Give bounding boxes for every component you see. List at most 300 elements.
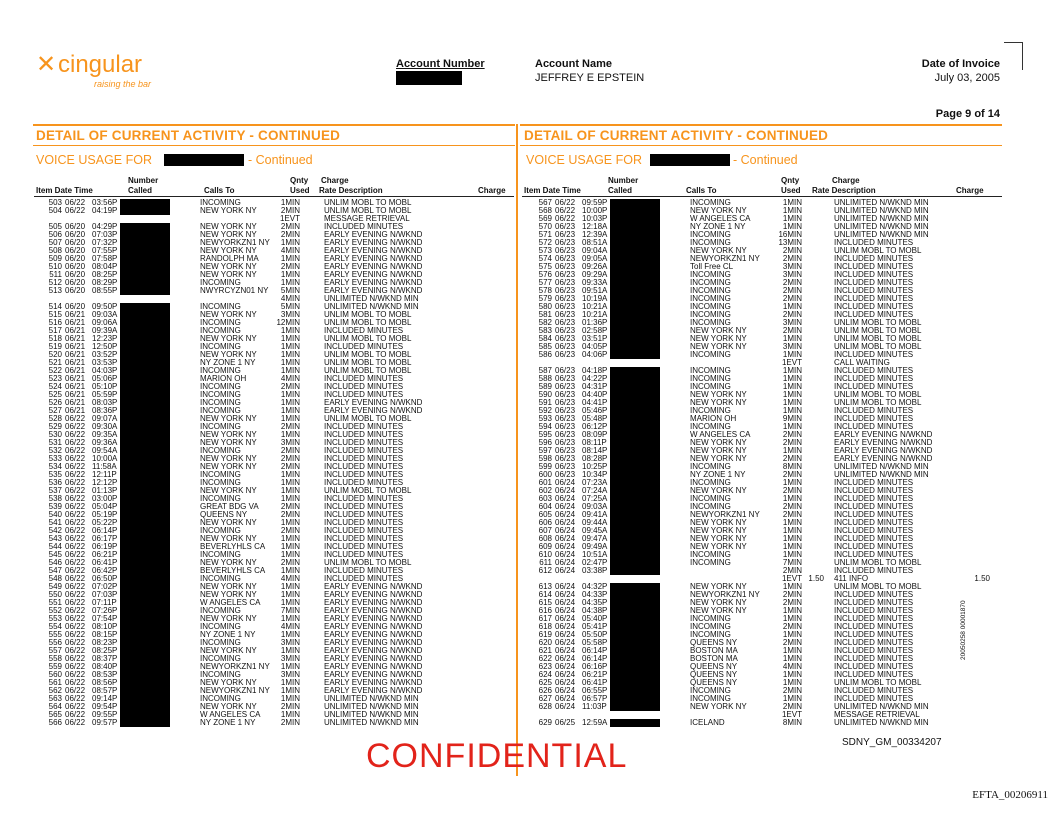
cell-called	[120, 687, 200, 695]
cell-rate	[304, 647, 316, 655]
cell-used: 2MIN	[782, 637, 802, 647]
cell-charge	[444, 695, 480, 703]
cell-description: INCLUDED MINUTES	[834, 605, 914, 615]
cell-used: 1EVT	[781, 573, 802, 583]
cell-charge	[444, 375, 480, 383]
cell-rate	[806, 303, 826, 311]
right-hdr-number: Number	[608, 176, 639, 185]
called-number-redaction	[610, 423, 660, 431]
cell-rate	[304, 295, 316, 303]
cell-date: 06/22	[65, 421, 86, 431]
called-number-redaction	[610, 591, 660, 599]
cell-date: 06/23	[555, 381, 576, 391]
cell-calls-to: INCOMING	[200, 397, 241, 407]
cell-description: INCLUDED MINUTES	[324, 325, 404, 335]
cell-called	[120, 519, 200, 527]
cell-description: INCLUDED MINUTES	[834, 421, 914, 431]
cell-date: 06/22	[65, 653, 86, 663]
cell-date: 06/23	[555, 429, 576, 439]
cell-called	[610, 527, 690, 535]
cell-rate	[806, 255, 826, 263]
cell-date: 06/23	[555, 405, 576, 415]
cell-time: 09:49A	[582, 541, 608, 551]
cell-called	[610, 223, 690, 231]
cell-charge	[444, 439, 480, 447]
cell-called	[610, 655, 690, 663]
cell-rate	[304, 391, 316, 399]
cell-item: 531	[48, 437, 62, 447]
cell-item: 606	[538, 517, 552, 527]
cell-item: 519	[48, 341, 62, 351]
cell-date: 06/23	[555, 469, 576, 479]
called-number-redaction	[120, 567, 170, 575]
cell-description: INCLUDED MINUTES	[834, 517, 914, 527]
called-number-redaction	[610, 639, 660, 647]
cell-date: 06/22	[555, 214, 576, 223]
cell-charge	[444, 599, 480, 607]
cell-used: 2MIN	[782, 453, 802, 463]
cell-rate	[806, 687, 826, 695]
cell-used: 1MIN	[782, 581, 802, 591]
cell-rate	[304, 607, 316, 615]
cell-charge	[954, 279, 990, 287]
called-number-redaction	[120, 415, 170, 423]
cell-called	[610, 687, 690, 695]
cell-called	[610, 271, 690, 279]
cell-item: 525	[48, 389, 62, 399]
date-of-invoice-value: July 03, 2005	[934, 72, 1000, 84]
cell-item: 540	[48, 509, 62, 519]
cell-calls-to: NEW YORK NY	[200, 206, 257, 215]
cell-charge	[954, 367, 990, 375]
column-divider	[516, 124, 518, 776]
cell-time: 07:54P	[92, 613, 118, 623]
cell-charge	[954, 415, 990, 423]
cell-date: 06/23	[555, 453, 576, 463]
called-number-redaction	[610, 415, 660, 423]
cell-time: 08:25P	[92, 645, 118, 655]
cell-charge	[954, 527, 990, 535]
cell-date: 06/24	[555, 653, 576, 663]
cell-date: 06/24	[555, 645, 576, 655]
cell-time: 08:29P	[92, 277, 118, 287]
cell-time: 09:03A	[582, 501, 608, 511]
cell-time: 05:58P	[582, 637, 608, 647]
called-number-redaction	[120, 287, 170, 295]
cell-time: 08:51A	[582, 238, 608, 247]
cell-time: 09:05A	[582, 254, 608, 263]
cell-charge	[954, 327, 990, 335]
cell-used: 1MIN	[280, 693, 300, 703]
cell-time: 02:58P	[582, 326, 608, 335]
cell-calls-to: NEW YORK NY	[200, 677, 257, 687]
cell-calls-to: INCOMING	[690, 621, 731, 631]
cell-time: 05:04P	[92, 501, 118, 511]
cell-date: 06/22	[65, 629, 86, 639]
cell-calls-to: NEW YORK NY	[200, 349, 257, 359]
cell-time: 12:18A	[582, 222, 608, 231]
cell-time: 04:05P	[582, 342, 608, 351]
cell-called	[120, 375, 200, 383]
cell-description: INCLUDED MINUTES	[834, 350, 914, 359]
cell-charge	[444, 287, 480, 295]
cell-rate	[304, 439, 316, 447]
cell-time: 11:58A	[92, 461, 117, 471]
cell-time: 04:18P	[582, 365, 608, 375]
cell-called	[120, 295, 200, 303]
cell-description: EARLY EVENING N/WKND	[324, 581, 423, 591]
cell-calls-to: W ANGELES CA	[200, 709, 261, 719]
cell-charge	[954, 487, 990, 495]
cell-item: 607	[538, 525, 552, 535]
cell-calls-to: NEW YORK NY	[690, 445, 747, 455]
cell-time: 07:58P	[92, 253, 118, 263]
cell-date: 06/21	[65, 317, 86, 327]
cell-item: 503	[48, 198, 62, 207]
cell-time: 12:50P	[92, 341, 118, 351]
cell-time: 08:36P	[92, 405, 118, 415]
page-number: Page 9 of 14	[935, 108, 1000, 120]
cell-used: 2MIN	[280, 701, 300, 711]
called-number-redaction	[120, 239, 170, 247]
cell-date: 06/21	[65, 405, 86, 415]
cell-charge	[954, 551, 990, 559]
cell-charge	[954, 455, 990, 463]
cell-rate	[806, 583, 826, 591]
cell-calls-to: NEW YORK NY	[690, 246, 747, 255]
cell-time: 04:06P	[582, 350, 608, 359]
cell-called	[610, 679, 690, 687]
cell-charge	[444, 415, 480, 423]
cell-called	[120, 367, 200, 375]
cell-time: 04:40P	[582, 389, 608, 399]
account-number-label: Account Number	[396, 58, 485, 70]
cell-time: 09:57P	[92, 717, 118, 727]
cell-date: 06/22	[65, 525, 86, 535]
cell-rate	[304, 231, 316, 239]
cell-used: 4MIN	[280, 245, 300, 255]
cell-called	[610, 695, 690, 703]
cell-used: 1MIN	[280, 349, 300, 359]
cell-description: INCLUDED MINUTES	[834, 278, 914, 287]
cell-charge	[444, 423, 480, 431]
cell-date: 06/23	[555, 246, 576, 255]
cell-called	[120, 247, 200, 255]
cell-time: 09:33A	[582, 278, 608, 287]
cell-used: 2MIN	[782, 437, 802, 447]
cell-item: 516	[48, 317, 62, 327]
cell-called	[120, 479, 200, 487]
cell-item: 543	[48, 533, 62, 543]
cell-time: 05:50P	[582, 629, 608, 639]
cell-charge	[444, 447, 480, 455]
cell-time: 09:30A	[92, 421, 118, 431]
call-row	[48, 207, 480, 215]
cell-rate	[304, 503, 316, 511]
cell-calls-to: INCOMING	[200, 605, 241, 615]
cell-rate	[806, 479, 826, 487]
cell-calls-to: INCOMING	[200, 493, 241, 503]
cell-calls-to: NEWYORKZN1 NY	[690, 254, 760, 263]
cell-charge	[444, 703, 480, 711]
cell-item: 615	[538, 597, 552, 607]
cell-date: 06/22	[65, 493, 86, 503]
cell-charge	[954, 687, 990, 695]
called-number-redaction	[610, 663, 660, 671]
cell-calls-to: INCOMING	[200, 445, 241, 455]
called-number-redaction	[120, 631, 170, 639]
cell-rate	[806, 223, 826, 231]
cell-calls-to: INCOMING	[690, 693, 731, 703]
cell-rate	[806, 247, 826, 255]
right-hdr-item-date-time: Item Date Time	[524, 186, 581, 195]
cell-description: INCLUDED MINUTES	[324, 517, 404, 527]
cell-description: INCLUDED MINUTES	[834, 525, 914, 535]
cell-used: 1MIN	[280, 709, 300, 719]
cell-charge	[954, 703, 990, 711]
cell-charge	[954, 231, 990, 239]
cell-used: 1MIN	[782, 541, 802, 551]
cell-item: 598	[538, 453, 552, 463]
cell-time: 12:23P	[92, 333, 118, 343]
cell-date: 06/23	[555, 421, 576, 431]
cell-calls-to: INCOMING	[200, 621, 241, 631]
cell-called	[610, 607, 690, 615]
cell-description: INCLUDED MINUTES	[834, 653, 914, 663]
called-number-redaction	[610, 471, 660, 479]
cell-item: 586	[538, 350, 552, 359]
cell-time: 06:41P	[92, 557, 118, 567]
cell-charge	[954, 319, 990, 327]
cell-date: 06/24	[555, 637, 576, 647]
cell-called	[120, 527, 200, 535]
cell-rate	[806, 215, 826, 223]
cell-called	[120, 543, 200, 551]
cell-charge	[444, 639, 480, 647]
cell-called	[120, 647, 200, 655]
cell-time: 09:26A	[582, 262, 608, 271]
cell-time: 06:41P	[582, 677, 608, 687]
cell-description: EARLY EVENING N/WKND	[324, 237, 423, 247]
cell-date: 06/23	[555, 445, 576, 455]
cell-rate	[304, 703, 316, 711]
cell-called	[610, 199, 690, 207]
cell-charge	[954, 263, 990, 271]
called-number-redaction	[610, 631, 660, 639]
cell-description: INCLUDED MINUTES	[834, 637, 914, 647]
called-number-redaction	[610, 703, 660, 711]
cell-charge	[954, 471, 990, 479]
cell-rate	[806, 415, 826, 423]
left-hdr-calls-to: Calls To	[204, 186, 235, 195]
cell-used: 1MIN	[280, 413, 300, 423]
cell-item: 591	[538, 397, 552, 407]
right-title-underline	[520, 145, 1002, 146]
left-hdr-called: Called	[128, 186, 153, 195]
cell-date: 06/22	[65, 461, 86, 471]
cell-charge	[954, 543, 990, 551]
called-number-redaction	[610, 463, 660, 471]
cell-charge	[954, 255, 990, 263]
cell-item: 544	[48, 541, 62, 551]
cell-rate	[304, 215, 316, 223]
cell-charge	[444, 671, 480, 679]
cell-time: 03:52P	[92, 349, 118, 359]
cell-calls-to: INCOMING	[690, 557, 731, 567]
cell-charge	[444, 391, 480, 399]
cell-time: 04:19P	[92, 206, 118, 215]
cell-used: 2MIN	[782, 509, 802, 519]
cell-date: 06/22	[65, 429, 86, 439]
cell-calls-to: QUEENS NY	[690, 661, 738, 671]
cell-rate	[806, 615, 826, 623]
cell-item: 529	[48, 421, 62, 431]
called-number-redaction	[120, 271, 170, 279]
cell-called	[610, 647, 690, 655]
called-number-redaction	[120, 439, 170, 447]
cell-time: 09:44A	[582, 517, 608, 527]
cell-rate	[304, 511, 316, 519]
cell-called	[610, 519, 690, 527]
cell-date: 06/22	[65, 693, 86, 703]
cell-used: 1MIN	[782, 613, 802, 623]
cell-used: 1MIN	[782, 302, 802, 311]
cell-rate	[806, 407, 826, 415]
cell-time: 07:03P	[92, 589, 118, 599]
cell-item: 560	[48, 669, 62, 679]
cell-item: 522	[48, 365, 62, 375]
cell-rate	[304, 599, 316, 607]
cell-time: 09:03A	[92, 309, 118, 319]
cell-called	[610, 447, 690, 455]
called-number-redaction	[610, 671, 660, 679]
cell-time: 10:21A	[582, 310, 608, 319]
cell-used: 2MIN	[782, 589, 802, 599]
cell-time: 08:11P	[582, 437, 607, 447]
cell-called	[120, 511, 200, 519]
cell-rate	[304, 591, 316, 599]
cell-called	[120, 255, 200, 263]
cell-time: 07:02P	[92, 581, 118, 591]
left-continued-label: - Continued	[248, 153, 313, 167]
cell-rate	[304, 431, 316, 439]
cell-time: 08:25P	[92, 269, 118, 279]
cell-calls-to: NEW YORK NY	[200, 589, 257, 599]
cell-time: 08:15P	[92, 629, 118, 639]
cell-called	[120, 567, 200, 575]
cell-date: 06/22	[65, 198, 86, 207]
cell-calls-to: INCOMING	[690, 373, 731, 383]
cell-rate	[806, 663, 826, 671]
cell-time: 09:51A	[582, 286, 608, 295]
cell-charge	[444, 543, 480, 551]
cell-charge	[954, 215, 990, 223]
right-section-rule	[520, 124, 1002, 126]
cell-charge	[444, 519, 480, 527]
cell-charge	[444, 663, 480, 671]
account-name-value: JEFFREY E EPSTEIN	[535, 72, 645, 84]
cell-date: 06/20	[65, 245, 86, 255]
cell-item: 604	[538, 501, 552, 511]
cell-time: 06:21P	[92, 549, 118, 559]
cell-description: UNLIM MOBL TO MOBL	[324, 365, 412, 375]
cell-called	[610, 479, 690, 487]
cell-item: 611	[539, 557, 552, 567]
cell-rate	[806, 623, 826, 631]
cell-time: 10:51A	[582, 549, 608, 559]
called-number-redaction	[610, 351, 660, 359]
cell-description: EARLY EVENING N/WKND	[834, 437, 933, 447]
right-hdr-used: Used	[781, 186, 801, 195]
cell-description: INCLUDED MINUTES	[324, 541, 404, 551]
cell-rate	[806, 271, 826, 279]
cell-time: 04:41P	[582, 397, 608, 407]
cell-date: 06/23	[555, 310, 576, 319]
cell-charge	[444, 263, 480, 271]
cell-date: 06/22	[65, 413, 86, 423]
cell-description: MESSAGE RETRIEVAL	[324, 214, 410, 223]
cell-calls-to: NEW YORK NY	[690, 581, 747, 591]
cell-item: 571	[538, 230, 552, 239]
cell-used: 1MIN	[782, 669, 802, 679]
called-number-redaction	[610, 439, 660, 447]
cell-rate	[806, 503, 826, 511]
cell-called	[120, 199, 200, 207]
cell-calls-to: NEW YORK NY	[690, 525, 747, 535]
cell-time: 12:39A	[582, 230, 608, 239]
cell-calls-to: INCOMING	[200, 341, 241, 351]
cell-calls-to: INCOMING	[690, 685, 731, 695]
cell-description: UNLIMITED N/WKND MIN	[834, 206, 929, 215]
cell-calls-to: INCOMING	[200, 389, 241, 399]
cell-called	[120, 263, 200, 271]
cell-description: UNLIM MOBL TO MOBL	[834, 318, 922, 327]
cell-charge	[444, 207, 480, 215]
cell-description: UNLIMITED N/WKND MIN	[324, 693, 419, 703]
cell-called	[610, 439, 690, 447]
cell-called	[610, 431, 690, 439]
cell-used: 2MIN	[782, 286, 802, 295]
cell-date: 06/22	[65, 549, 86, 559]
left-hdr-used: Used	[290, 186, 310, 195]
cell-calls-to: NEW YORK NY	[690, 597, 747, 607]
cell-rate	[806, 551, 826, 559]
cell-rate	[806, 463, 826, 471]
cell-time: 03:00P	[92, 493, 118, 503]
cell-rate	[304, 687, 316, 695]
cell-rate	[304, 535, 316, 543]
cell-description: INCLUDED MINUTES	[834, 405, 914, 415]
cell-called	[610, 335, 690, 343]
cell-item: 518	[48, 333, 62, 343]
cell-calls-to: INCOMING	[690, 270, 731, 279]
cell-item: 554	[48, 621, 62, 631]
cell-item: 592	[538, 405, 552, 415]
cell-called	[120, 471, 200, 479]
cell-called	[610, 319, 690, 327]
right-hdr-description: Description	[831, 186, 876, 195]
cell-date: 06/24	[555, 477, 576, 487]
cell-used: 1MIN	[280, 357, 300, 367]
cell-called	[120, 655, 200, 663]
cell-time: 08:53P	[92, 669, 118, 679]
cell-charge	[954, 383, 990, 391]
cell-time: 01:13P	[92, 485, 118, 495]
cell-charge	[954, 535, 990, 543]
cell-rate	[304, 375, 316, 383]
cell-rate	[806, 383, 826, 391]
cell-description: EARLY EVENING N/WKND	[834, 445, 933, 455]
